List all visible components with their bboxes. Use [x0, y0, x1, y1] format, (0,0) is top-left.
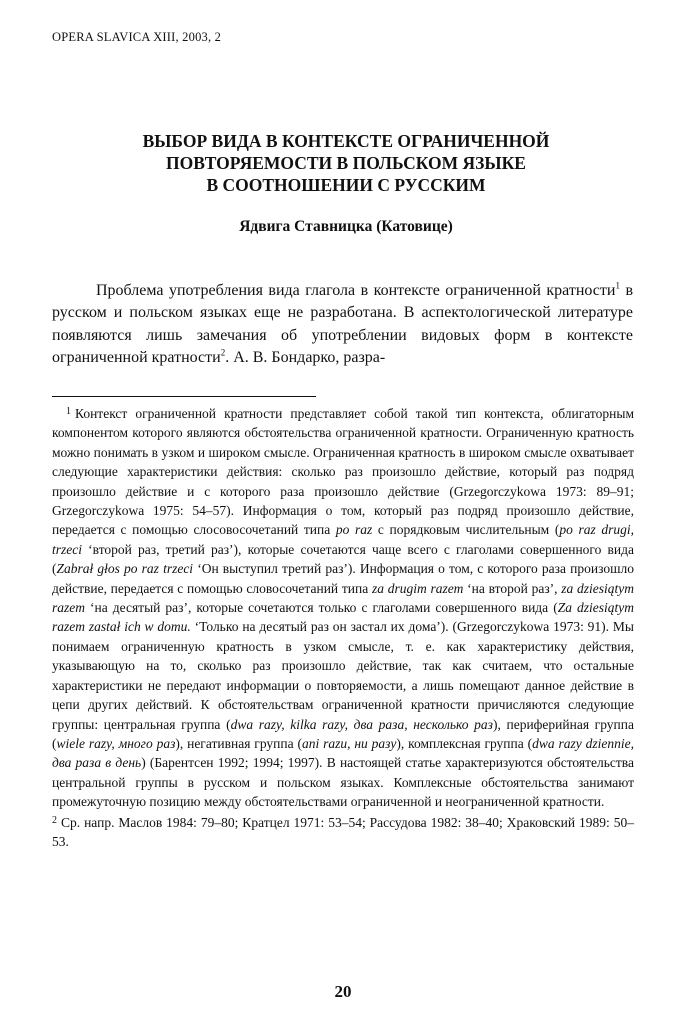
author-line: Ядвига Ставницка (Катовице): [239, 218, 453, 235]
footnote-text: ) (Барентсен 1992; 1994; 1997). В настоящей статье характеризуются обстоятельства центральной группы в русском и польском языках. Комплексные обстоятельства занимают промежуточную позицию между обстоятельствами ограниченной и неограниченной кратности.: [52, 755, 634, 810]
running-head: OPERA SLAVICA XIII, 2003, 2: [52, 30, 222, 44]
footnote-2-marker: 2: [52, 814, 57, 826]
title-line-2: ПОВТОРЯЕМОСТИ В ПОЛЬСКОМ ЯЗЫКЕ: [166, 153, 526, 173]
footnote-text: с порядковым числительным (: [372, 522, 560, 538]
footnote-text: ‘на второй раз’,: [463, 580, 562, 596]
footnote-1-marker: 1: [66, 406, 71, 417]
footnote-text: ‘на десятый раз’, которые сочетаются только с глаголами совершенного вида (: [85, 600, 558, 616]
example-italic: wiele razy, много раз: [56, 735, 176, 751]
body-text-segment: . А. В. Бондарко, разра-: [225, 349, 386, 367]
footnote-2: [52, 813, 634, 852]
footnote-text: Контекст ограниченной кратности представляет собой такой тип контекста, облигаторным компонентом которого являются обстоятельства ограниченной кратности. Ограниченную кратность можно понимать в узком и широком смысле. Ограниченная кратность в широком смысле охватывает следующие характеристики действия: сколько раз произошло действие, который раз подряд произошло действие и с которого раза произошло действие (Grzegorczykowa 1973: 89–91; Grzegorczykowa 1975: 54–57). Информация о том, который раз подряд произошло действие, передается с помощью слосовосочетаний типа: [52, 406, 634, 538]
footnote-separator: [52, 396, 316, 397]
body-paragraph: [52, 280, 633, 370]
example-italic: po raz: [335, 522, 373, 538]
example-italic: Zabrał głos po raz trzeci: [56, 561, 194, 577]
footnote-ref-1: 1: [615, 280, 620, 291]
footnote-1: [52, 404, 634, 812]
footnote-ref-2: 2: [220, 347, 226, 358]
footnote-text: ), комплексная группа (: [396, 735, 533, 751]
footnote-text: ‘второй раз, третий раз’), которые сочетаются чаще всего с глаголами совершенного вида (: [52, 541, 634, 577]
body-text: [52, 280, 633, 370]
footnote-text: ), негативная группа (: [175, 735, 302, 751]
body-text-segment: в русском и польском языках еще не разработана. В аспектологической литературе появляются лишь замечания об употреблении видовых форм в контексте ограниченной кратности: [52, 282, 633, 367]
body-text-segment: Проблема употребления вида глагола в контексте ограниченной кратности: [96, 282, 616, 299]
title-line-1: ВЫБОР ВИДА В КОНТЕКСТЕ ОГРАНИЧЕННОЙ: [142, 131, 550, 151]
example-italic: dwa razy dziennie, два раза в день: [52, 735, 634, 771]
footnote-text: ‘Он выступил третий раз’). Информация о том, с которого раза произошло действие, передается с помощью словосочетаний типа: [52, 561, 634, 596]
example-italic: ani razu, ни разу: [301, 735, 397, 751]
title-line-3: В СООТНОШЕНИИ С РУССКИМ: [206, 175, 486, 195]
page-number: 20: [334, 982, 352, 1001]
article-title: [60, 130, 632, 196]
footnote-text: ‘Только на десятый раз он застал их дома’). (Grzegorczykowa 1973: 91). Мы понимаем ограниченную кратность в узком смысле, т. е. как характеристику действия, указывающую на то, сколько раз произошло действие, так как считаем, что остальные характеристики не передают информации о повторяемости, а лишь помещают данное действие в цепи других действий. К обстоятельствам ограниченной кратности причисляются следующие группы: центральная группа (: [52, 619, 634, 732]
footnote-text: ), периферийная группа (: [52, 716, 634, 751]
example-italic: dwa razy, kilka razy, два раза, несколько раз: [230, 716, 493, 732]
example-italic: Za dziesiątym razem zastał ich w domu.: [52, 600, 634, 635]
example-italic: po raz drugi, trzeci: [52, 522, 635, 557]
example-italic: za dziesiątym razem: [52, 580, 634, 616]
footnotes: [52, 404, 634, 851]
example-italic: za drugim razem: [371, 580, 464, 596]
footnote-text: Ср. напр. Маслов 1984: 79–80; Кратцел 1971: 53–54; Рассудова 1982: 38–40; Храковский 1989: 50–53.: [52, 814, 634, 849]
